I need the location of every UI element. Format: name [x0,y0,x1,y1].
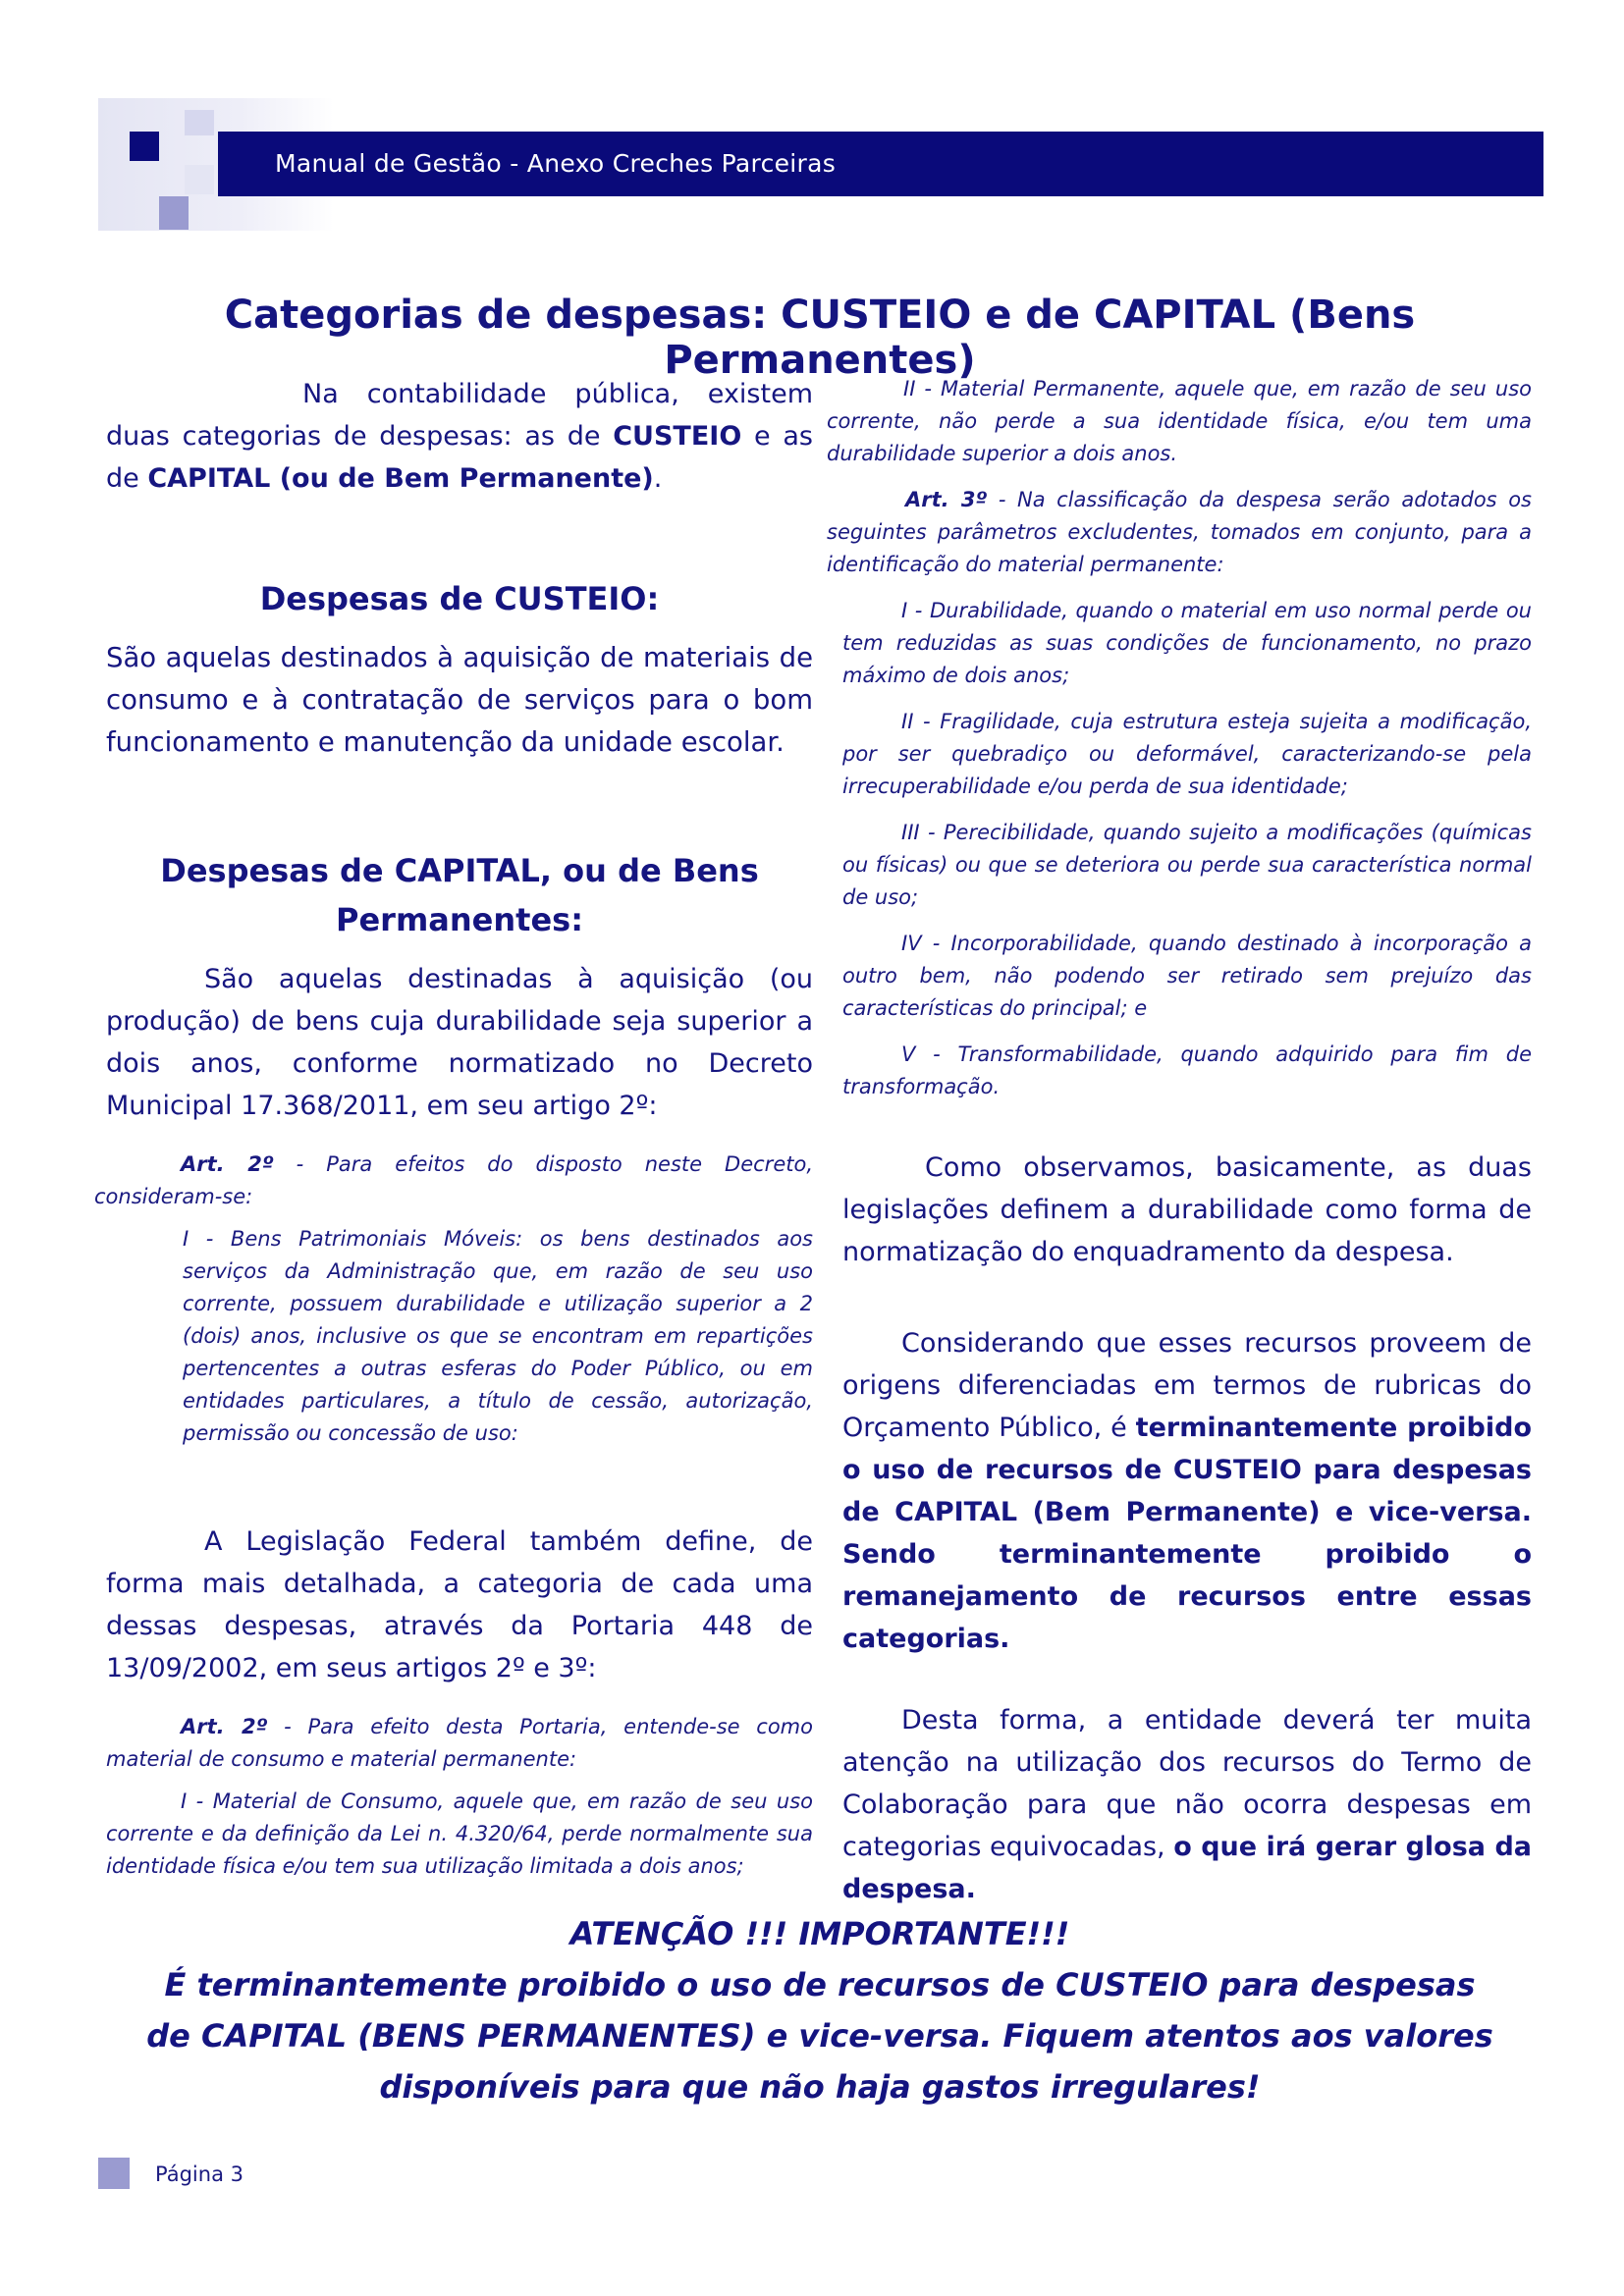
criterio-perecibilidade: III - Perecibilidade, quando sujeito a modificações (químicas ou físicas) ou que se deteriora ou perde sua característica normal de uso; [842,821,1532,909]
intro-paragraph: Na contabilidade pública, existem duas categorias de despesas: as de CUSTEIO e as de CAPITAL (ou de Bem Permanente). [106,379,813,494]
considerando-paragraph: Considerando que esses recursos proveem de origens diferenciadas em termos de rubricas do Orçamento Público, é terminantemente proibido o uso de recursos de CUSTEIO para despesas de CAPITAL (Bem Permanente) e vice-versa. Sendo terminantemente proibido o remanejamento de recursos entre essas categorias. [842,1328,1532,1654]
criterio-durabilidade: I - Durabilidade, quando o material em uso normal perde ou tem reduzidas as suas condições de funcionamento, no prazo máximo de dois anos; [842,599,1532,687]
desta-forma-paragraph: Desta forma, a entidade deverá ter muita atenção na utilização dos recursos do Termo de Colaboração para que não ocorra despesas em categorias equivocadas, o que irá gerar glosa da despesa. [842,1705,1532,1904]
criterio-incorporabilidade: IV - Incorporabilidade, quando destinado à incorporação a outro bem, não podendo ser retirado sem prejuízo das características do principal; e [842,932,1532,1020]
criterio-fragilidade: II - Fragilidade, cuja estrutura esteja sujeita a modificação, por ser quebradiço ou deformável, caracterizando-se pela irrecuperabilidade e/ou perda de sua identidade; [842,710,1532,798]
portaria-inciso-1: I - Material de Consumo, aquele que, em razão de seu uso corrente e da definição da Lei n. 4.320/64, perde normalmente sua identidade física e/ou tem sua utilização limitada a dois anos; [106,1789,813,1878]
header-square-pale [185,165,214,194]
decreto-inciso-1: I - Bens Patrimoniais Móveis: os bens destinados aos serviços da Administração que, em razão de seu uso corrente, possuem durabilidade e utilização superior a 2 (dois) anos, inclusive os que se encontram em repartições pertencentes a outras esferas do Poder Público, ou em entidades particulares, a título de cessão, autorização, permissão ou concessão de uso: [183,1227,813,1445]
attention-line-4: disponíveis para que não haja gastos irregulares! [379,2068,1261,2106]
portaria-art2: Art. 2º - Para efeito desta Portaria, entende-se como material de consumo e material permanente: [106,1715,813,1771]
header-title: Manual de Gestão - Anexo Creches Parceiras [275,149,837,178]
capital-heading: Despesas de CAPITAL, ou de Bens Permanentes: [160,852,759,938]
criterio-transformabilidade: V - Transformabilidade, quando adquirido para fim de transformação. [842,1042,1532,1098]
portaria-inciso-2: II - Material Permanente, aquele que, em razão de seu uso corrente, não perde a sua identidade física, e/ou tem uma durabilidade superior a dois anos. [827,377,1532,465]
left-column [94,373,813,1883]
attention-line-2: É terminantemente proibido o uso de recursos de CUSTEIO para despesas [164,1966,1476,2003]
federal-paragraph: A Legislação Federal também define, de forma mais detalhada, a categoria de cada uma dessas despesas, através da Portaria 448 de 13/09/2002, em seus artigos 2º e 3º: [106,1526,813,1683]
page-title: Categorias de despesas: CUSTEIO e de CAPITAL (Bens Permanentes) [224,293,1416,383]
footer-square [98,2158,130,2189]
page-number: Página 3 [155,2163,244,2186]
header-square-mid2 [159,196,189,230]
header-square-dark [130,132,159,161]
custeio-paragraph: São aquelas destinados à aquisição de materiais de consumo e à contratação de serviços para o bom funcionamento e manutenção da unidade escolar. [106,642,813,758]
capital-paragraph: São aquelas destinadas à aquisição (ou produção) de bens cuja durabilidade seja superior a dois anos, conforme normatizado no Decreto Municipal 17.368/2011, em seu artigo 2º: [106,964,813,1121]
attention-block [118,1908,1522,2112]
observacao-paragraph: Como observamos, basicamente, as duas legislações definem a durabilidade como forma de normatização do enquadramento da despesa. [842,1152,1532,1267]
attention-title: ATENÇÃO !!! IMPORTANTE!!! [569,1915,1070,1952]
header-square-light [185,110,214,135]
custeio-heading: Despesas de CUSTEIO: [259,580,660,617]
right-column [827,373,1532,1910]
attention-line-3: de CAPITAL (BENS PERMANENTES) e vice-versa. Fiquem atentos aos valores [146,2017,1493,2055]
decreto-art2: Art. 2º - Para efeitos do disposto neste Decreto, consideram-se: [94,1152,813,1208]
portaria-art3: Art. 3º - Na classificação da despesa serão adotados os seguintes parâmetros excludentes, tomados em conjunto, para a identificação do material permanente: [827,488,1532,576]
